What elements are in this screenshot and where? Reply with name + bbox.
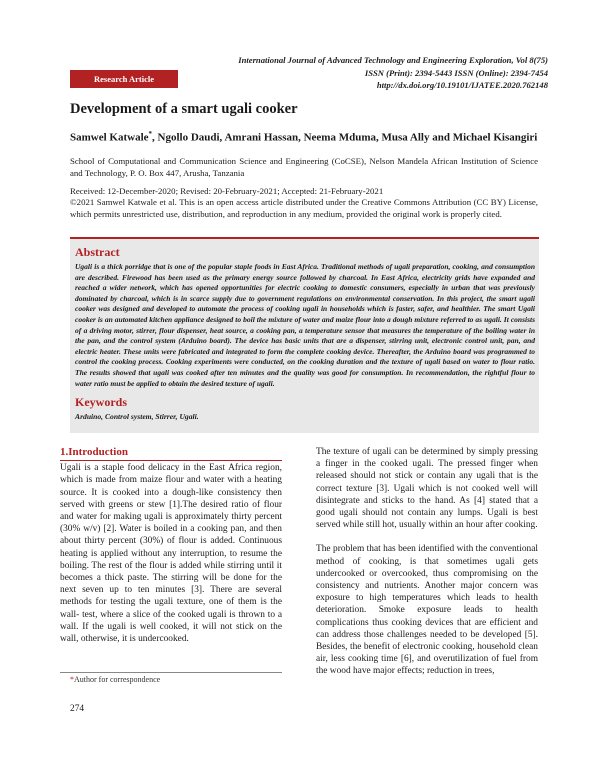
section-heading-introduction: 1.Introduction <box>60 446 282 461</box>
footnote-divider <box>60 672 282 673</box>
journal-name: International Journal of Advanced Technology and Engineering Exploration, Vol 8(75) <box>238 55 548 65</box>
article-type-badge: Research Article <box>70 70 178 88</box>
page-number: 274 <box>70 704 85 714</box>
other-authors: , Ngollo Daudi, Amrani Hassan, Neema Mduma, Musa Ally and Michael Kisangiri <box>152 131 538 144</box>
affiliation: School of Computational and Communication Science and Engineering (CoCSE), Nelson Mandela African Institution of Science and Technology, P. O. Box 447, Arusha, Tanzania <box>70 156 538 178</box>
keywords-text: Arduino, Control system, Stirrer, Ugali. <box>75 412 199 422</box>
intro-paragraph-3: The problem that has been identified with the conventional method of cooking, is that sometimes ugali gets undercooked or overcooked, thus compromising on the consistency and nutrients. Another major concern was exposure to high temperatures which leads to health deterioration. Smoke exposure leads to health complications thus cooking devices that are efficient and can address those challenges needed to be developed [5]. Besides, the benefit of electronic cooking, household clean air, less cooking time [6], and overutilization of fuel from the wood have major effects; reduction in trees, <box>316 544 538 677</box>
journal-issn: ISSN (Print): 2394-5443 ISSN (Online): 2394-7454 <box>364 67 548 78</box>
license-notice: ©2021 Samwel Katwale et al. This is an open access article distributed under the Creative Commons Attribution (CC BY) License, which permits unrestricted use, distribution, and reproduction in any medium, provided the original work is properly cited. <box>70 197 538 219</box>
intro-paragraph-1: Ugali is a staple food delicacy in the East Africa region, which is made from maize flour and water with a heating source. It is cooked into a dough-like consistency then served with greens or stew [1].The desired ratio of flour and water for making ugali is approximately thirty percent (30% w/v) [2]. Water is boiled in a cooking pan, and then about thirty percent (30%) of flour is added. Continuous heating is applied without any interruption, to resume the boiling. The rest of the flour is added while stirring until it becomes a thick paste. The stirring will be done for the next seven up to ten minutes [3]. There are several methods for testing the ugali texture, one of them is the wall- test, where a slice of the cooked ugali is thrown to a wall. If the ugali is well cooked, it will not stick on the wall, otherwise, it is undercooked. <box>60 463 282 645</box>
right-column <box>316 446 538 690</box>
article-dates: Received: 12-December-2020; Revised: 20-February-2021; Accepted: 21-February-2021 <box>70 186 384 196</box>
paper-title: Development of a smart ugali cooker <box>70 101 298 117</box>
corresponding-mark: * <box>148 130 153 138</box>
left-column <box>60 446 282 657</box>
footnote-text: Author for correspondence <box>74 675 161 684</box>
abstract-text: Ugali is a thick porridge that is one of the popular staple foods in East Africa. Traditional methods of ugali preparation, cooking, and consumption are described. Firewood has been used as the primary energy source followed by charcoal. In East Africa, electricity grids have expanded and reached a wider network, which has opened opportunities for electric cooking to domestic consumers, especially in urban that was previously dominated by charcoal, which is in scarce supply due to government regulations on environmental conservation. In this project, the smart ugali cooker was designed and developed to automate the process of cooking ugali in households which is faster, safer, and healthier. The smart Ugali cooker is an automated kitchen appliance designed to boil the mixture of water and maize flour into a dough mixture referred to as ugali. It consists of a driving motor, stirrer, flour dispenser, heat source, a cooking pan, a temperature sensor that measures the temperature of the boiling water in the pan, and the control system (Arduino board). The device has basic units that are a dispenser, stirring unit, electronic control unit, pan, and electric heater. These units were fabricated and integrated to form the complete cooking device. Thereafter, the Arduino board was programmed to control the cooking process. Cooking experiments were conducted, on the cooking duration and the texture of ugali based on water to flour ratio. The results showed that ugali was cooked after ten minutes and the quality was good for consumption. In recommendation, the rightful flour to water ratio must be applied to obtain the desired texture of ugali. <box>75 262 535 388</box>
abstract-box <box>70 237 539 433</box>
keywords-heading: Keywords <box>75 395 127 410</box>
author-list <box>70 127 538 145</box>
journal-header <box>168 54 548 92</box>
footnote-mark: * <box>70 675 74 684</box>
intro-paragraph-2: The texture of ugali can be determined by simply pressing a finger in the cooked ugali. The pressed finger when released should not stick or contain any ugali that is the correct texture [3]. Ugali which is not cooked well will disintegrate and sticks to the hand. As [4] stated that a good ugali should not contain any lumps. Ugali is best served while still hot, usually within an hour after cooking. <box>316 447 538 531</box>
abstract-heading: Abstract <box>75 245 120 259</box>
journal-doi[interactable]: http://dx.doi.org/10.19101/IJATEE.2020.762148 <box>376 80 548 90</box>
footnote <box>70 675 160 684</box>
first-author: Samwel Katwale <box>70 131 149 144</box>
